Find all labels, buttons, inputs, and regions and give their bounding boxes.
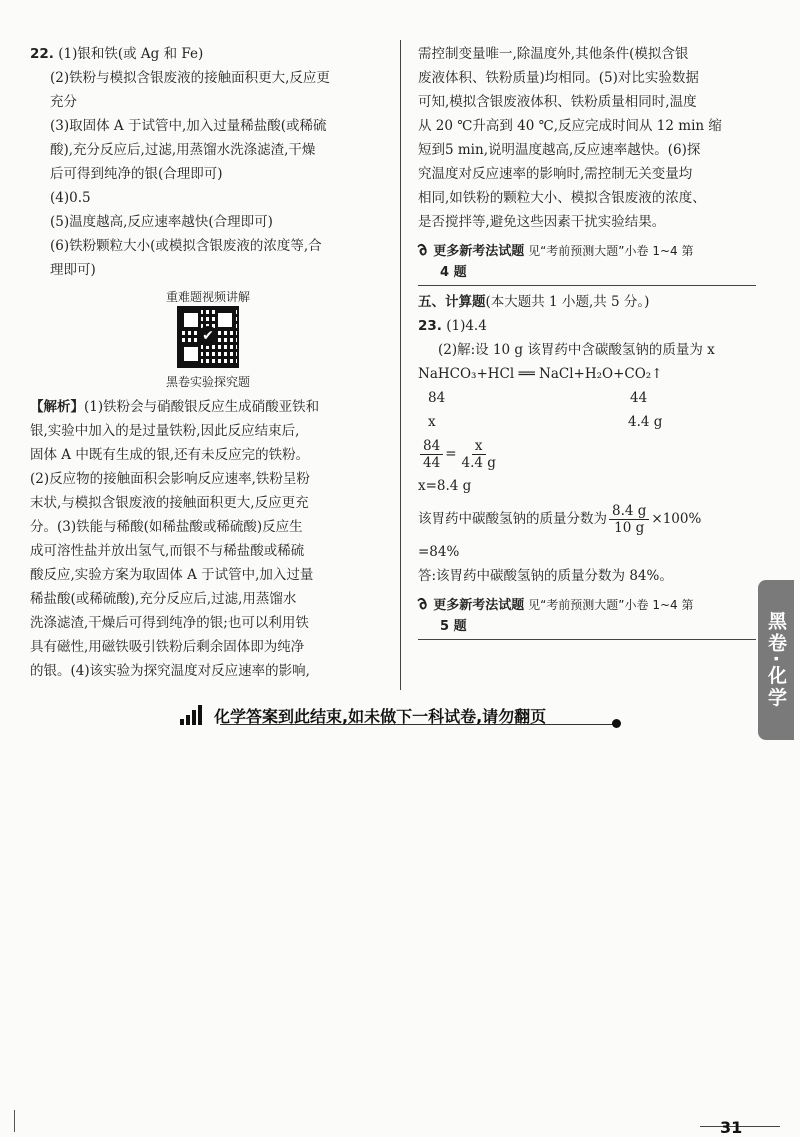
- q22-answer-3b: 酸),充分反应后,过滤,用蒸馏水洗涤滤渣,干燥: [50, 142, 316, 158]
- q22-answer-2b: 充分: [50, 94, 77, 110]
- analysis-line-11: 具有磁性,用磁铁吸引铁粉后剩余固体即为纯净: [30, 639, 305, 655]
- link-icon: ∂: [413, 239, 433, 261]
- more-questions-link-q23[interactable]: ∂更多新考法试题 见“考前预测大题”小卷 1~4 第 5 题: [418, 594, 756, 640]
- banner-underline: [220, 724, 616, 725]
- q22-answer-1: 22. (1)银和铁(或 Ag 和 Fe): [30, 46, 204, 62]
- question-number: 23.: [418, 318, 442, 334]
- qr-caption-bottom: 黑卷实验探究题: [165, 375, 250, 389]
- analysis-line-8: 酸反应,实验方案为取固体 A 于试管中,加入过量: [30, 567, 314, 583]
- qr-caption-top: 重难题视频讲解: [165, 290, 250, 304]
- left-column: [30, 42, 386, 683]
- q22-answer-4: (4)0.5: [50, 190, 91, 206]
- analysis-cont-7: 相同,如铁粉的颗粒大小、模拟含银废液的浓度、: [418, 190, 706, 206]
- q22-answer-6a: (6)铁粉颗粒大小(或模拟含银废液的浓度等,合: [50, 238, 322, 254]
- mass-row-1: 84 44: [428, 390, 648, 406]
- question-number: 22.: [30, 46, 54, 62]
- analysis-cont-6: 究温度对反应速率的影响时,需控制无关变量均: [418, 166, 693, 182]
- right-column: [413, 42, 756, 640]
- result-x: x=8.4 g: [418, 478, 472, 494]
- analysis-line-10: 洗涤滤渣,干燥后可得到纯净的银;也可以利用铁: [30, 615, 309, 631]
- analysis-cont-3: 可知,模拟含银废液体积、铁粉质量相同时,温度: [418, 94, 697, 110]
- analysis-line-3: 固体 A 中既有生成的银,还有未反应完的铁粉。: [30, 447, 310, 463]
- crop-mark: [14, 1110, 15, 1132]
- analysis-line-6: 分。(3)铁能与稀酸(如稀盐酸或稀硫酸)反应生: [30, 519, 303, 535]
- banner-dot: [612, 719, 621, 728]
- q23-answer-1: 23. (1)4.4: [418, 318, 487, 334]
- q23-answer-statement: 答:该胃药中碳酸氢钠的质量分数为 84%。: [418, 568, 673, 584]
- analysis-cont-4: 从 20 ℃升高到 40 ℃,反应完成时间从 12 min 缩: [418, 118, 722, 134]
- qr-code-icon[interactable]: [177, 306, 239, 368]
- check-icon: ✔: [198, 326, 218, 346]
- analysis-line-9: 稀盐酸(或稀硫酸),充分反应后,过滤,用蒸馏水: [30, 591, 297, 607]
- analysis-cont-5: 短到5 min,说明温度越高,反应速率越快。(6)探: [418, 142, 701, 158]
- analysis-line-2: 银,实验中加入的是过量铁粉,因此反应结束后,: [30, 423, 300, 439]
- analysis-cont-2: 废液体积、铁粉质量)均相同。(5)对比实验数据: [418, 70, 699, 86]
- end-of-answers-banner: 化学答案到此结束,如未做下一科试卷,请勿翻页: [180, 700, 630, 730]
- analysis-cont-1: 需控制变量唯一,除温度外,其他条件(模拟含银: [418, 46, 689, 62]
- q22-answer-3a: (3)取固体 A 于试管中,加入过量稀盐酸(或稀硫: [50, 118, 327, 134]
- analysis-line-7: 成可溶性盐并放出氢气,而银不与稀盐酸或稀硫: [30, 543, 305, 559]
- link-icon: ∂: [413, 593, 433, 615]
- side-tab-chemistry[interactable]: 黑卷·化学: [758, 580, 794, 740]
- column-divider: [400, 40, 401, 690]
- signal-bars-icon: [180, 705, 204, 725]
- q22-answer-5: (5)温度越高,反应速率越快(合理即可): [50, 214, 273, 230]
- chemical-equation: NaHCO₃+HCl ══ NaCl+H₂O+CO₂↑: [418, 366, 663, 382]
- analysis-tag: 【解析】: [30, 399, 84, 415]
- analysis-line-12: 的银。(4)该实验为探究温度对反应速率的影响,: [30, 663, 310, 679]
- q22-answer-3c: 后可得到纯净的银(合理即可): [50, 166, 223, 182]
- percent-result: =84%: [418, 544, 460, 560]
- mass-row-2: x 4.4 g: [428, 414, 663, 430]
- analysis-line-5: 末状,与模拟含银废液的接触面积更大,反应更充: [30, 495, 309, 511]
- q22-answer-6b: 理即可): [50, 262, 96, 278]
- analysis-line-1: 【解析】(1)铁粉会与硝酸银反应生成硝酸亚铁和: [30, 399, 320, 415]
- page-number: 31: [720, 1118, 743, 1137]
- section-title-calc: 五、计算题(本大题共 1 小题,共 5 分。): [418, 294, 650, 310]
- ratio-equation: $\frac{84}{44}$ = $\frac{x}{4.4 g}$: [418, 434, 756, 474]
- analysis-line-4: (2)反应物的接触面积会影响反应速率,铁粉呈粉: [30, 471, 310, 487]
- q23-answer-2: (2)解:设 10 g 该胃药中含碳酸氢钠的质量为 x: [438, 342, 715, 358]
- more-questions-link-q22[interactable]: ∂更多新考法试题 见“考前预测大题”小卷 1~4 第 4 题: [418, 240, 756, 286]
- mass-fraction-line: 该胃药中碳酸氢钠的质量分数为 $\frac{8.4 g}{10 g}$ ×100%: [418, 502, 702, 536]
- q22-answer-2a: (2)铁粉与模拟含银废液的接触面积更大,反应更: [50, 70, 330, 86]
- qr-video-block: [30, 288, 386, 391]
- analysis-cont-8: 是否搅拌等,避免这些因素干扰实验结果。: [418, 214, 666, 230]
